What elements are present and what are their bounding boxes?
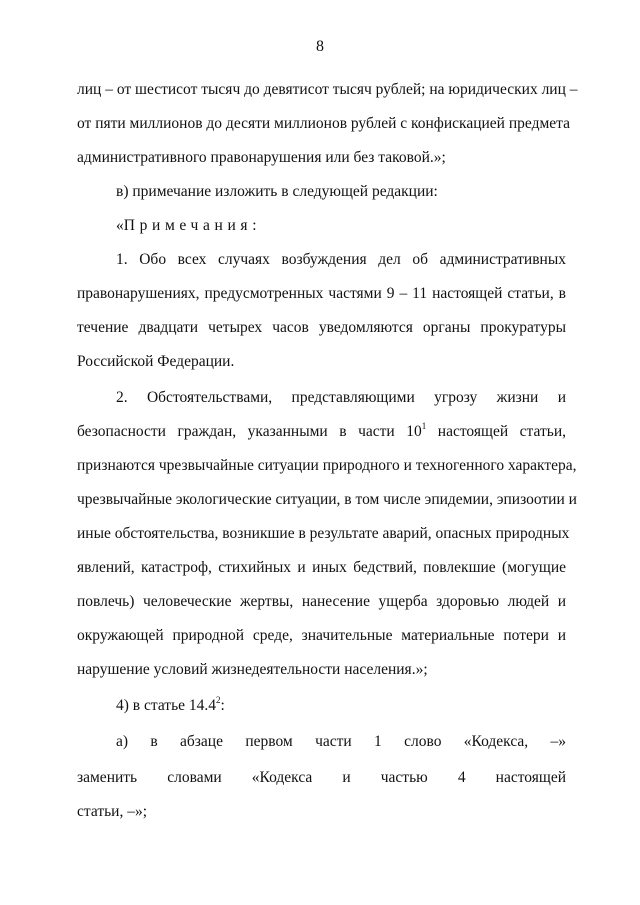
text-line: повлечь) человеческие жертвы, нанесение ущерба здоровью людей и — [77, 593, 566, 610]
text-line: статьи, –»; — [77, 803, 148, 820]
text-line: 4) в статье 14.4$^2$: — [116, 694, 225, 714]
text-line: а) в абзаце первом части 1 слово «Кодекса, –» — [116, 733, 566, 750]
text-line: 2. Обстоятельствами, представляющими угрозу жизни и — [116, 389, 566, 406]
text-line: Российской Федерации. — [77, 353, 235, 370]
text-line: заменить словами «Кодекса и частью 4 настоящей — [77, 769, 566, 786]
text-line: иные обстоятельства, возникшие в результате аварий, опасных природных — [77, 525, 570, 542]
text-line: в) примечание изложить в следующей редакции: — [116, 183, 438, 200]
notes-heading: «Примечания: — [116, 217, 257, 234]
text-line: правонарушениях, предусмотренных частями 9 – 11 настоящей статьи, в — [77, 285, 566, 302]
text-line: нарушение условий жизнедеятельности населения.»; — [77, 661, 428, 678]
text-line: 1. Обо всех случаях возбуждения дел об административных — [116, 251, 566, 268]
text-line: безопасности граждан, указанными в части $10^1$ настоящей статьи, — [77, 420, 566, 440]
page-number: 8 — [316, 38, 324, 55]
text-line: течение двадцати четырех часов уведомляются органы прокуратуры — [77, 319, 566, 336]
text-line: административного правонарушения или без таковой.»; — [77, 149, 446, 166]
text-line: окружающей природной среде, значительные материальные потери и — [77, 627, 566, 644]
text-line: лиц – от шестисот тысяч до девятисот тысяч рублей; на юридических лиц – — [77, 81, 578, 98]
text-line: от пяти миллионов до десяти миллионов рублей с конфискацией предмета — [77, 115, 570, 132]
text-line: явлений, катастроф, стихийных и иных бедствий, повлекшие (могущие — [77, 559, 566, 576]
text-line: чрезвычайные экологические ситуации, в том числе эпидемии, эпизоотии и — [77, 491, 577, 508]
text-line: признаются чрезвычайные ситуации природного и техногенного характера, — [77, 457, 577, 474]
